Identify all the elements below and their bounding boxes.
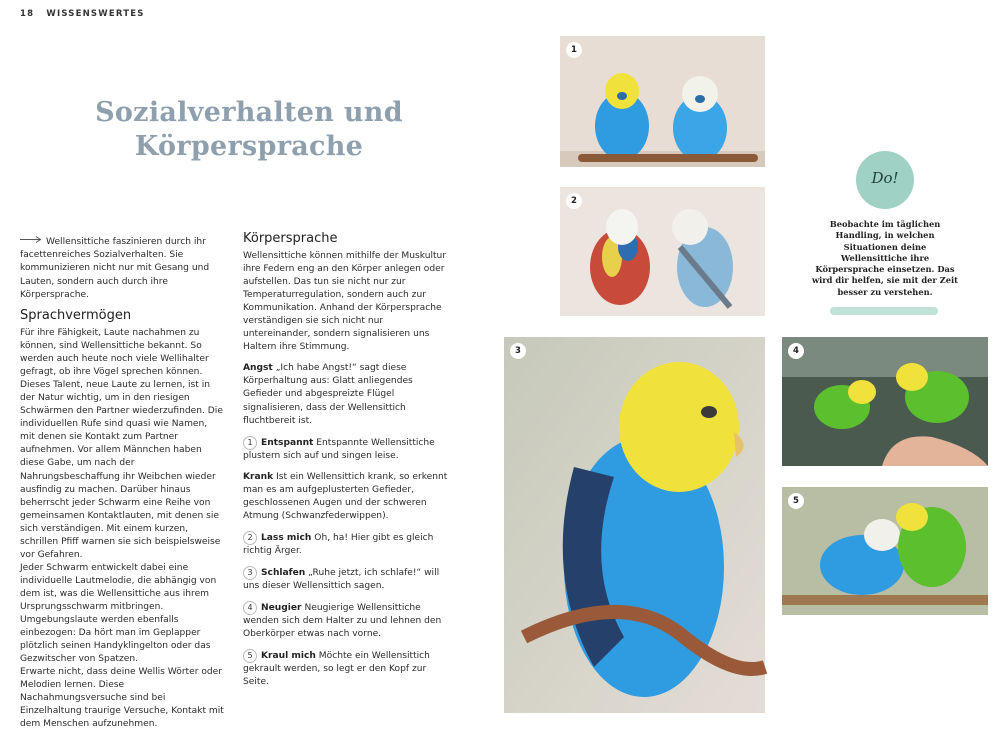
page-number: 18 [20,9,35,19]
column-koerpersprache [243,231,453,689]
intro-text: Wellensittiche faszinieren durch ihr facettenreiches Sozialverhalten. Sie kommunizieren nicht nur mit Gesang und Lauten, sondern auch durch ihre Körpersprache. [20,237,210,300]
body-language-item [243,649,453,689]
body-language-item [243,566,453,593]
sprachvermoegen-text: Für ihre Fähigkeit, Laute nachahmen zu können, sind Wellensittiche bekannt. So werden auch heute noch viele Wellihalter gefragt, ob ihre Vögel sprechen können. Dieses Talent, neue Laute zu lernen, ist in der Natur wichtig, um in den riesigen Schwärmen den Partner wiederzufinden. Die individuellen Rufe sind quasi wie Namen, mit denen sie Kontakt zum Partner aufnehmen. Vor allem Männchen haben diese Gabe, um nach der Nahrungsbeschaffung ihr Weibchen wieder ausfindig zu machen. Darüber hinaus beherrscht jeder Schwarm eine Reihe von gemeinsamen Kontaktlauten, mit denen sie sich verständigen. Mit einem kurzen, schrillen Pfiff warnen sie sich beispielsweise vor Gefahren. [20,328,223,560]
body-language-item [243,601,453,641]
body-language-item [243,436,453,463]
photo-number-1: 1 [566,42,582,58]
sprachvermoegen-text-2: Jeder Schwarm entwickelt dabei eine individuelle Lautmelodie, die abhängig von dem ist, was die Wellensittiche aus ihrem Ursprungsschwarm mitbringen. Umgebungslaute werden ebenfalls einbezogen: Da hört man im Geplapper plötzlich seinen Handyklingelton oder das Gezwitscher von Spatzen. [20,562,217,665]
body-language-item [243,471,453,523]
item-term: Neugier [261,603,302,614]
photo-sleeping-budgie [504,337,765,713]
photo-number-2: 2 [566,193,582,209]
item-term: Angst [243,363,273,374]
photo-quarreling-budgies [560,187,765,316]
item-description: Entspannte Wellensittiche plustern sich auf und singen leise. [243,437,435,461]
page-header [20,9,145,19]
item-number-badge: 2 [243,531,257,545]
photo-relaxed-budgies [560,36,765,167]
item-term: Lass mich [261,532,312,543]
item-number-badge: 5 [243,649,257,663]
title-line-2: Körpersprache [134,131,364,162]
column-sprachvermoegen [20,308,225,731]
body-language-list [243,362,453,689]
item-term: Kraul mich [261,651,316,662]
body-language-item [243,531,453,558]
item-number-badge: 4 [243,601,257,615]
photo-grooming-budgies [782,487,988,615]
photo-number-4: 4 [788,343,804,359]
title-line-1: Sozialverhalten und [95,97,403,128]
do-badge [856,151,914,209]
item-term: Schlafen [261,567,306,578]
page-title [84,96,414,164]
item-description: Ist ein Wellensittich krank, so erkennt man es am aufgeplusterten Gefieder, geschlossenen Augen und der schweren Atmung (Schwanzfederwippen). [243,471,448,521]
item-description: Oh, ha! Hier gibt es gleich richtig Ärger. [243,532,434,556]
do-underline-decoration [830,307,938,315]
intro-paragraph [20,236,225,302]
photo-number-5: 5 [788,493,804,509]
body-language-item [243,362,453,427]
photo-curious-budgies [782,337,988,466]
do-tip-text: Beobachte im täglichen Handling, in welchen Situationen deine Wellensittiche ihre Körpersprache einsetzen. Das wird dir helfen, sie mit der Zeit besser zu verstehen. [812,219,958,297]
heading-sprachvermoegen: Sprachvermögen [20,308,132,323]
item-description: Möchte ein Wellensittich gekrault werden, so legt er den Kopf zur Seite. [243,651,430,688]
koerpersprache-intro: Wellensittiche können mithilfe der Muskultur ihre Federn eng an den Körper anlegen oder aufstellen. Das tun sie nicht nur zur Temperaturregulation, sondern auch zur Kommunikation. Anhand der Körpersprache verständigen sie sich nicht nur untereinander, sondern signalisieren uns Haltern ihre Stimmung. [243,251,447,353]
item-term: Krank [243,471,274,482]
item-term: Entspannt [261,437,314,448]
sprachvermoegen-text-3: Erwarte nicht, dass deine Wellis Wörter oder Melodien lernen. Diese Nachahmungsversuche sind bei Einzelhaltung traurige Versuche, Kontakt mit dem Menschen aufzunehmen. [20,667,224,730]
item-description: „Ich habe Angst!“ sagt diese Körperhaltung aus: Glatt anliegendes Gefieder und abgespreizte Flügel signalisieren, dass der Wellensittich fluchtbereit ist. [243,363,413,426]
item-description: Neugierige Wellensittiche wenden sich dem Halter zu und lehnen den Oberkörper etwas nach vorne. [243,603,442,640]
heading-koerpersprache: Körpersprache [243,231,338,246]
item-number-badge: 3 [243,566,257,580]
section-label: WISSENSWERTES [46,9,145,19]
do-label: Do! [871,169,899,187]
item-number-badge: 1 [243,436,257,450]
photo-number-3: 3 [510,343,526,359]
arrow-right-icon [20,236,42,243]
item-description: „Ruhe jetzt, ich schlafe!“ will uns dieser Wellensittich sagen. [243,567,440,592]
